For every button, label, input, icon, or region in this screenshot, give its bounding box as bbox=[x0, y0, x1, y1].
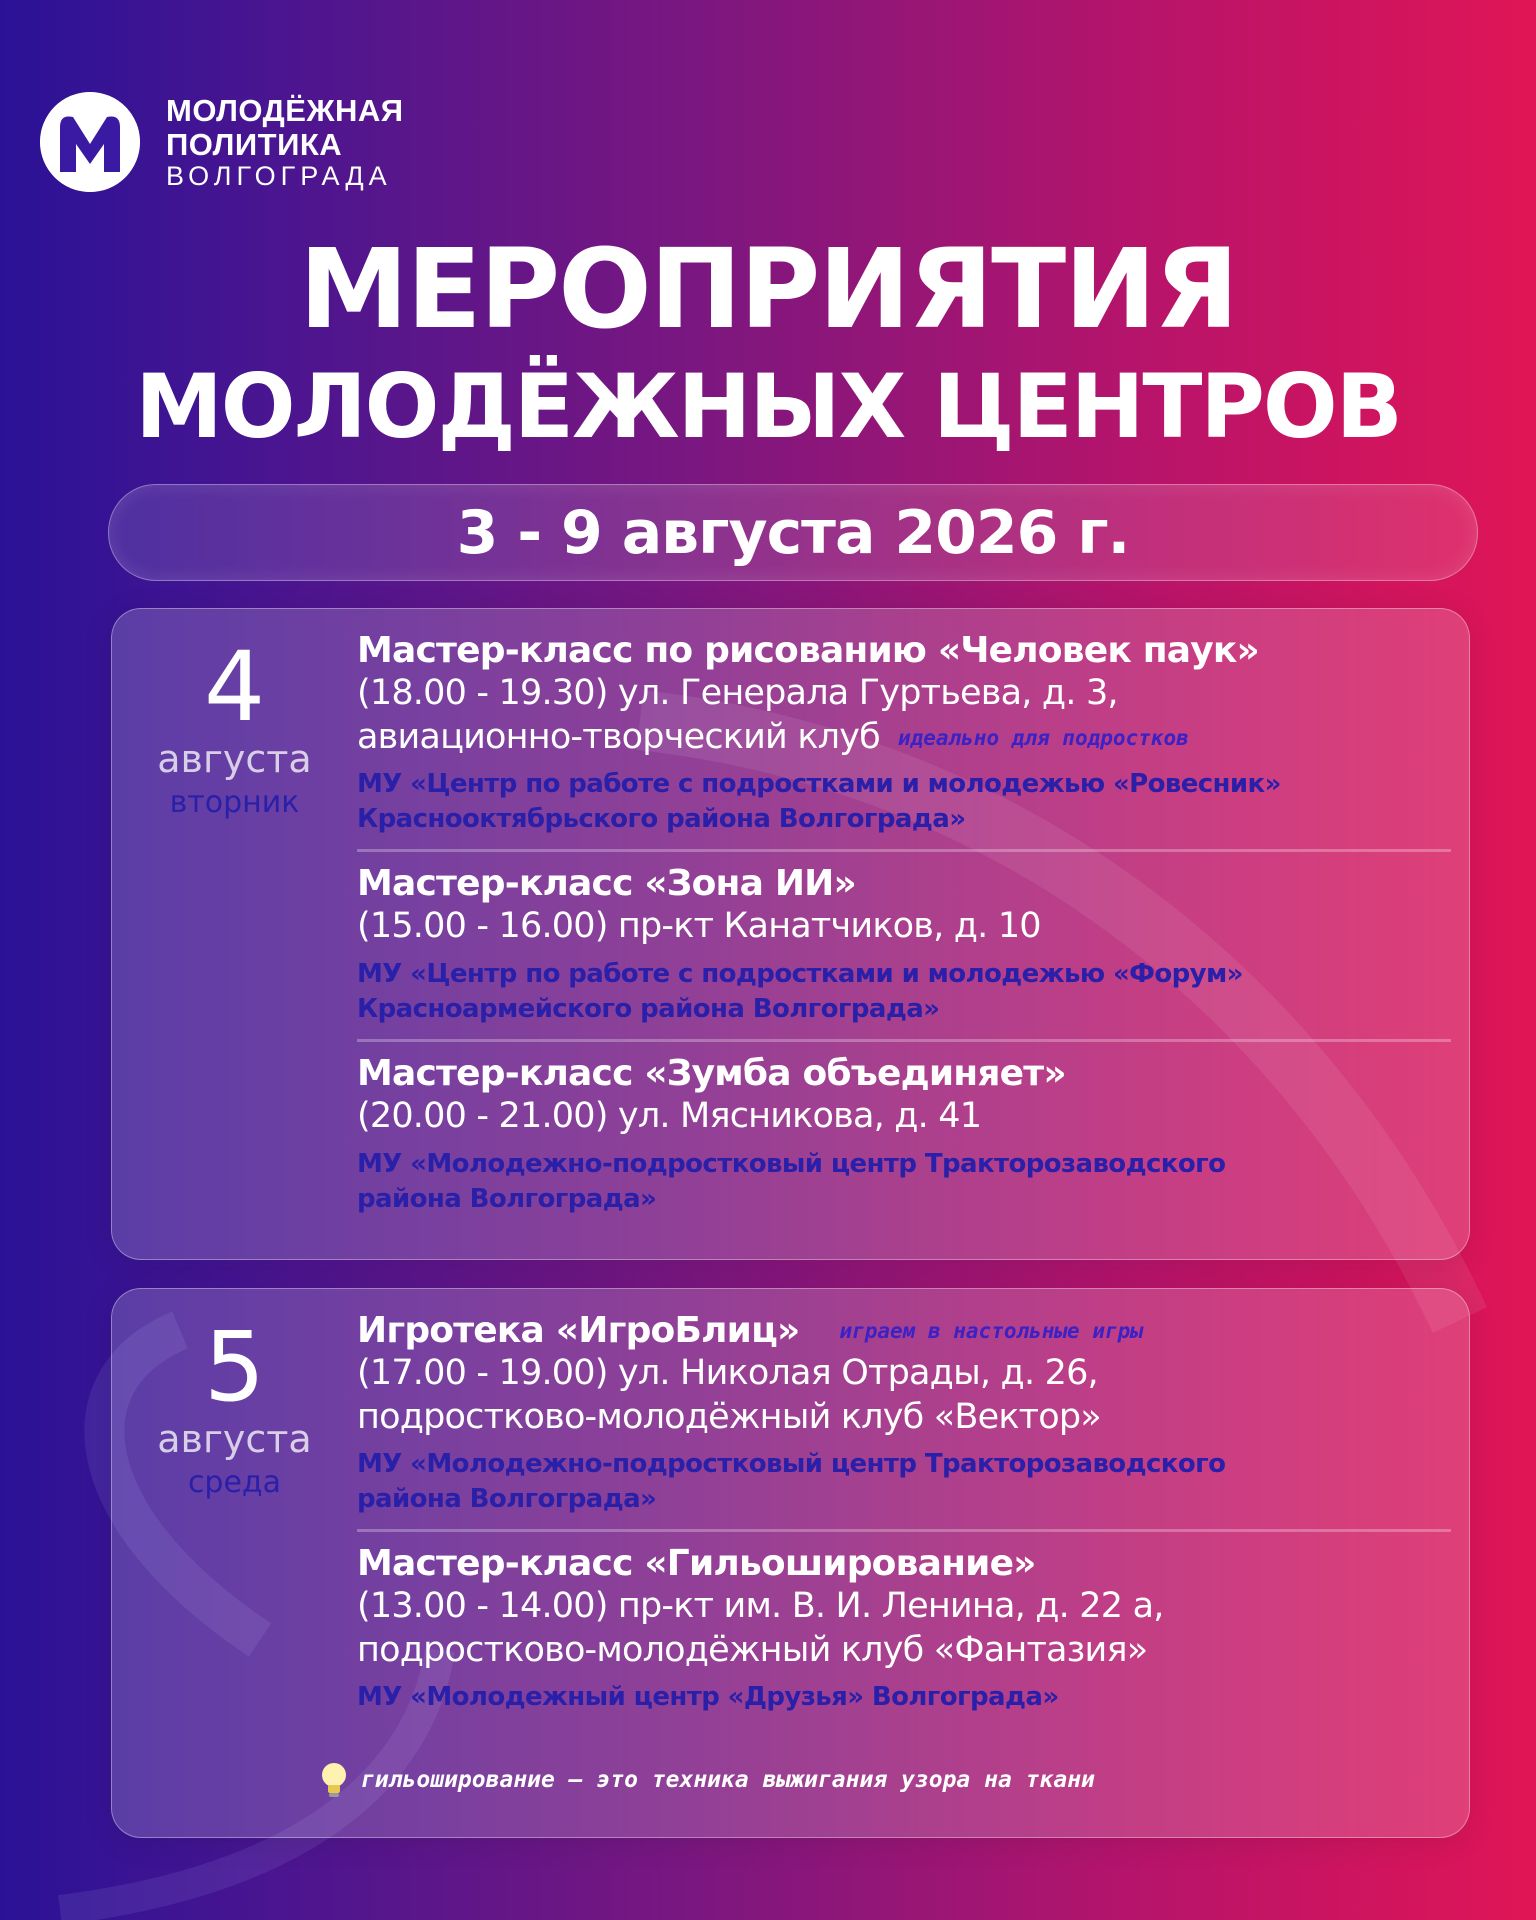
event-info: (20.00 - 21.00) ул. Мясникова, д. 41 bbox=[357, 1096, 982, 1137]
brand-line-2: ПОЛИТИКА bbox=[166, 126, 343, 162]
event-title: Мастер-класс «Гильоширование» bbox=[357, 1543, 1036, 1585]
event-item bbox=[357, 849, 1451, 1039]
event-title: Мастер-класс «Зона ИИ» bbox=[357, 863, 856, 905]
event-organizer: МУ «Центр по работе с подростками и молодежью «Ровесник» bbox=[357, 768, 1281, 799]
event-info: (18.00 - 19.30) ул. Генерала Гуртьева, д. 3, bbox=[357, 673, 1118, 714]
day-month: августа bbox=[157, 1417, 312, 1461]
day-weekday: вторник bbox=[169, 784, 300, 820]
day-month: августа bbox=[157, 737, 312, 781]
event-info: подростково-молодёжный клуб «Фантазия» bbox=[357, 1629, 1148, 1670]
event-item bbox=[357, 1529, 1451, 1727]
event-organizer: МУ «Молодежно-подростковый центр Тракторозаводского bbox=[357, 1148, 1226, 1179]
event-note: идеально для подростков bbox=[897, 725, 1189, 750]
page-title-line-2: МОЛОДЁЖНЫХ ЦЕНТРОВ bbox=[135, 355, 1401, 458]
brand-line-1: МОЛОДЁЖНАЯ bbox=[166, 92, 404, 128]
event-organizer: района Волгограда» bbox=[357, 1183, 657, 1214]
event-item bbox=[357, 1039, 1451, 1229]
event-item bbox=[357, 1309, 1451, 1529]
event-organizer: МУ «Центр по работе с подростками и молодежью «Форум» bbox=[357, 958, 1243, 989]
day-label bbox=[112, 631, 357, 820]
event-title: Мастер-класс по рисованию «Человек паук» bbox=[357, 630, 1260, 671]
page-title-line-1: МЕРОПРИЯТИЯ bbox=[299, 225, 1237, 353]
event-organizer: Краснооктябрьского района Волгограда» bbox=[357, 804, 966, 835]
event-organizer: МУ «Молодежно-подростковый центр Тракторозаводского bbox=[357, 1448, 1226, 1479]
day-card-august-5 bbox=[111, 1288, 1470, 1838]
day-number: 5 bbox=[203, 1311, 266, 1423]
event-title: Мастер-класс «Зумба объединяет» bbox=[357, 1052, 1066, 1094]
event-info: (15.00 - 16.00) пр-кт Канатчиков, д. 10 bbox=[357, 906, 1041, 947]
m-letter-logo-icon bbox=[40, 92, 140, 192]
brand-line-3: ВОЛГОГРАДА bbox=[166, 160, 392, 191]
event-title: Игротека «ИгроБлиц» bbox=[357, 1310, 800, 1351]
tip-note bbox=[317, 1761, 1095, 1799]
day-card-august-4 bbox=[111, 608, 1470, 1260]
brand-logo bbox=[40, 92, 404, 192]
event-info: подростково-молодёжный клуб «Вектор» bbox=[357, 1396, 1101, 1437]
event-item bbox=[357, 629, 1451, 849]
event-organizer: района Волгограда» bbox=[357, 1484, 657, 1515]
event-info: (13.00 - 14.00) пр-кт им. В. И. Ленина, д. 22 а, bbox=[357, 1586, 1164, 1627]
date-range-badge: 3 - 9 августа 2026 г. bbox=[108, 484, 1478, 581]
event-organizer: МУ «Молодежный центр «Друзья» Волгограда» bbox=[357, 1682, 1059, 1713]
event-info: (17.00 - 19.00) ул. Николая Отрады, д. 26, bbox=[357, 1353, 1098, 1394]
event-organizer: Красноармейского района Волгограда» bbox=[357, 993, 940, 1024]
day-label bbox=[112, 1311, 357, 1500]
day-number: 4 bbox=[203, 631, 266, 743]
event-note: играем в настольные игры bbox=[839, 1319, 1143, 1344]
lightbulb-icon bbox=[317, 1761, 351, 1799]
day-weekday: среда bbox=[187, 1464, 282, 1500]
tip-text: гильоширование — это техника выжигания узора на ткани bbox=[361, 1767, 1095, 1793]
event-info: авиационно-творческий клуб bbox=[357, 716, 880, 757]
